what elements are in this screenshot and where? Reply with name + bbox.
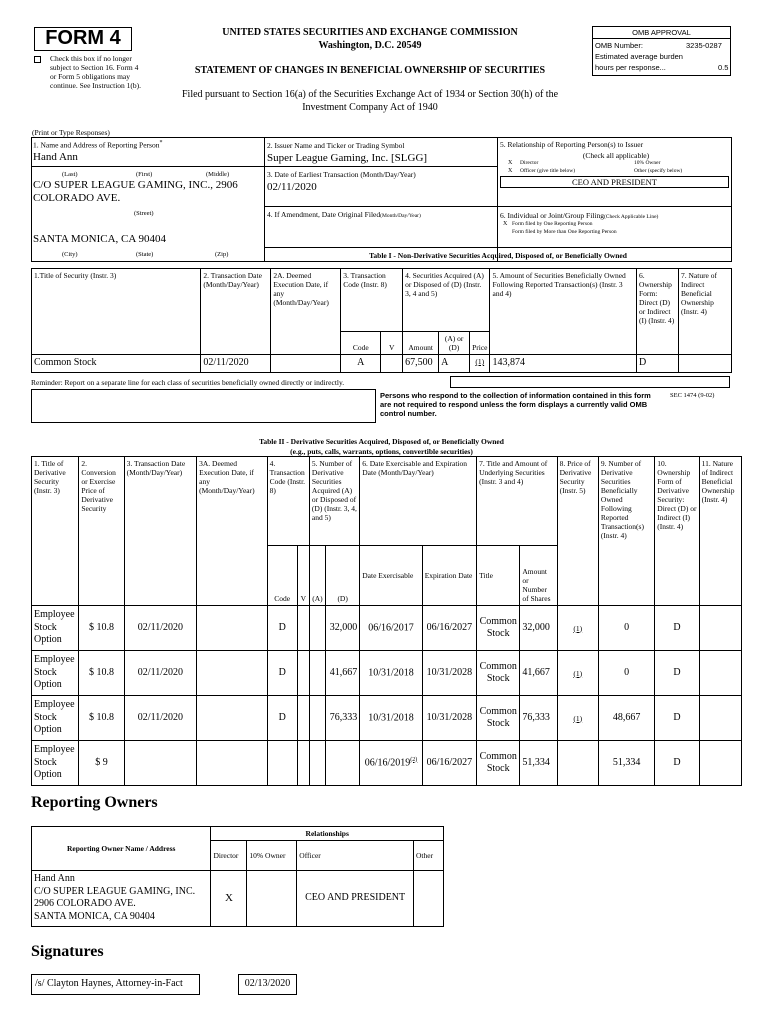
name-underline: [31, 166, 264, 167]
t2-row-exercisable: [360, 651, 422, 696]
t2-row-price-footnote[interactable]: (1): [557, 696, 598, 741]
t2-col-code: 4. Transaction Code (Instr. 8): [267, 457, 309, 546]
t2-row-d: 32,000: [326, 606, 360, 651]
t1-sub-aord: (A) or (D): [439, 332, 470, 355]
t1-col-date: 2. Transaction Date (Month/Day/Year): [201, 269, 271, 355]
ro-col-ten-pct: 10% Owner: [247, 841, 297, 871]
issuer-name: Super League Gaming, Inc. [SLGG]: [267, 152, 428, 164]
omb-burden-label: Estimated average burden: [595, 52, 683, 61]
ro-col-director: Director: [211, 841, 247, 871]
t2-row-price-footnote[interactable]: [557, 741, 598, 786]
box6-bottom: [264, 247, 732, 248]
zip-label: (Zip): [215, 251, 229, 258]
t2-col-form: 10. Ownership Form of Derivative Security: Direct (D) or Indirect (I) (Instr. 4): [655, 457, 699, 606]
t2-row-expiration: 06/16/2027: [422, 741, 476, 786]
director-option: Director: [520, 160, 539, 166]
t2-row-v: [297, 606, 309, 651]
t1-row-price-footnote[interactable]: (1): [470, 355, 490, 373]
commission-name: UNITED STATES SECURITIES AND EXCHANGE COMMISSION: [222, 27, 518, 38]
box-divider-1: [264, 137, 265, 262]
ro-officer-value: CEO AND PRESIDENT: [297, 871, 414, 927]
relationship-sub: (Check all applicable): [582, 151, 650, 160]
omb-number-label: OMB Number:: [595, 41, 643, 50]
omb-divider: [592, 38, 731, 39]
t2-row-owned: 51,334: [598, 741, 654, 786]
t2-row-v: [297, 651, 309, 696]
t2-col-nature: 11. Nature of Indirect Beneficial Ownership (Instr. 4): [699, 457, 741, 606]
table-row: [32, 741, 742, 786]
t2-row-form: D: [655, 696, 699, 741]
address-line1: C/O SUPER LEAGUE GAMING, INC., 2906: [33, 179, 238, 191]
t2-sub-a: (A): [309, 546, 325, 606]
t2-row-exercisable-footnote[interactable]: (2): [410, 756, 418, 763]
persons-blank-box: [31, 389, 376, 423]
sec-number: SEC 1474 (9-02): [670, 392, 715, 399]
reporting-owners-table: [31, 826, 444, 927]
table2-title: Table II - Derivative Securities Acquired, Disposed of, or Beneficially Owned: [259, 437, 504, 446]
signatures-table: [31, 974, 297, 995]
table1-title: Table I - Non-Derivative Securities Acquired, Disposed of, or Beneficially Owned: [369, 251, 627, 260]
street-label: (Street): [134, 210, 154, 217]
t2-sub-code: Code: [267, 546, 297, 606]
t2-sub-v: V: [297, 546, 309, 606]
t2-row-a: [309, 741, 325, 786]
amendment-label-small: (Month/Day/Year): [380, 213, 421, 219]
print-type-note: (Print or Type Responses): [32, 128, 110, 137]
box5-bottom: [497, 206, 732, 207]
t2-row-date: [124, 741, 197, 786]
state-label: (State): [136, 251, 154, 258]
t2-sub-d: (D): [326, 546, 360, 606]
t2-col-owned: 9. Number of Derivative Securities Beneficially Owned Following Reported Transaction(s) (Instr. 4): [598, 457, 654, 606]
ro-director-mark: X: [211, 871, 247, 927]
t2-row-price: $ 10.8: [79, 606, 124, 651]
t2-sub-date-ex: Date Exercisable: [360, 546, 422, 606]
other-option: Other (specify below): [634, 168, 683, 174]
t2-row-price-footnote[interactable]: (1): [557, 606, 598, 651]
t2-row-exercisable-date: 06/16/2017: [368, 621, 414, 633]
t2-col-title: 1. Title of Derivative Security (Instr. 3): [32, 457, 79, 606]
t2-row-title: Employee Stock Option: [32, 651, 79, 696]
omb-hours-label: hours per response...: [595, 63, 666, 72]
table-row: [32, 355, 732, 373]
t2-row-deemed: [197, 651, 267, 696]
t1-row-title: Common Stock: [32, 355, 201, 373]
t1-col-acquired: 4. Securities Acquired (A) or Disposed of (D) (Instr. 3, 4 and 5): [403, 269, 490, 332]
t1-row-aord: A: [439, 355, 470, 373]
t2-col-deemed: 3A. Deemed Execution Date, if any (Month/Day/Year): [197, 457, 267, 606]
signature-date: 02/13/2020: [239, 975, 297, 995]
ro-col-other: Other: [414, 841, 444, 871]
earliest-date-value: 02/11/2020: [267, 181, 317, 193]
table-row: [32, 871, 444, 927]
box1-label: 1. Name and Address of Reporting Person*: [33, 140, 163, 150]
box2-bottom: [264, 166, 497, 167]
signature-name: /s/ Clayton Haynes, Attorney-in-Fact: [32, 975, 200, 995]
box3-bottom: [264, 206, 497, 207]
middle-label: (Middle): [206, 171, 230, 178]
t1-sub-price: Price: [470, 332, 490, 355]
t1-col-nature: 7. Nature of Indirect Beneficial Ownership (Instr. 4): [678, 269, 731, 355]
form-title: FORM 4: [45, 27, 121, 49]
t1-row-date: 02/11/2020: [201, 355, 271, 373]
table2-derivative: [31, 456, 742, 786]
t2-row-date: 02/11/2020: [124, 696, 197, 741]
table-row: [32, 651, 742, 696]
t2-row-a: [309, 606, 325, 651]
t2-row-price: $ 10.8: [79, 696, 124, 741]
t2-row-price: $ 9: [79, 741, 124, 786]
t1-col-amount-owned: 5. Amount of Securities Beneficially Owned Following Reported Transaction(s) (Instr. 3 and 4): [490, 269, 637, 355]
t1-row-form: D: [637, 355, 679, 373]
t2-row-exercisable-date: 06/16/2019: [364, 756, 411, 768]
ro-owner-line: C/O SUPER LEAGUE GAMING, INC.: [34, 885, 196, 897]
t2-row-underlying-title: Common Stock: [477, 651, 520, 696]
t2-row-a: [309, 651, 325, 696]
t2-col-conversion: 2. Conversion or Exercise Price of Derivative Security: [79, 457, 124, 606]
persons-notice: Persons who respond to the collection of information contained in this form are not required to respond unless the form displays a currently valid OMB control number.: [380, 391, 651, 418]
t2-row-underlying-amount: 41,667: [520, 651, 557, 696]
t2-row-d: 76,333: [326, 696, 360, 741]
t2-row-deemed: [197, 696, 267, 741]
t2-col-exercisable: 6. Date Exercisable and Expiration Date (Month/Day/Year): [360, 457, 477, 546]
table-row: [32, 606, 742, 651]
reminder-text: Reminder: Report on a separate line for each class of securities beneficially owned directly or indirectly.: [31, 378, 345, 387]
table1-nonderivative: [31, 268, 732, 373]
t2-row-nature: [699, 606, 741, 651]
t2-col-number: 5. Number of Derivative Securities Acquired (A) or Disposed of (D) (Instr. 3, 4, and 5): [309, 457, 359, 546]
t2-row-price-footnote[interactable]: (1): [557, 651, 598, 696]
t1-row-nature: [678, 355, 731, 373]
officer-mark: X: [508, 168, 513, 174]
ro-col-name: Reporting Owner Name / Address: [32, 827, 211, 871]
t2-row-nature: [699, 651, 741, 696]
t2-sub-title: Title: [477, 546, 520, 606]
t2-row-title: Employee Stock Option: [32, 741, 79, 786]
t2-row-expiration: 10/31/2028: [422, 651, 476, 696]
officer-option: Officer (give title below): [520, 168, 576, 174]
t2-row-owned: 0: [598, 651, 654, 696]
t1-row-owned: 143,874: [490, 355, 637, 373]
ro-owner-address: [32, 871, 211, 927]
address-line2: COLORADO AVE.: [33, 192, 121, 204]
t2-row-code: [267, 741, 297, 786]
signature-spacer: [200, 975, 239, 995]
t2-sub-amount: Amount or Number of Shares: [520, 546, 557, 606]
t2-row-form: D: [655, 741, 699, 786]
last-label: (Last): [62, 171, 78, 178]
t2-row-underlying-amount: 32,000: [520, 606, 557, 651]
t2-row-d: [326, 741, 360, 786]
check-box-text: Check this box if no longer subject to Section 16. Form 4 or Form 5 obligations may continue. See Instruction 1(b).: [50, 54, 142, 90]
reporting-owners-heading: Reporting Owners: [31, 794, 158, 811]
t2-row-underlying-title: Common Stock: [477, 606, 520, 651]
ro-relationships: Relationships: [211, 827, 444, 841]
t2-row-exercisable: [360, 606, 422, 651]
earliest-date-label: 3. Date of Earliest Transaction (Month/Day/Year): [267, 170, 416, 179]
omb-title: OMB APPROVAL: [632, 28, 691, 37]
t1-col-title: 1.Title of Security (Instr. 3): [32, 269, 201, 355]
t2-row-v: [297, 741, 309, 786]
table2-subtitle: (e.g., puts, calls, warrants, options, convertible securities): [290, 447, 473, 456]
t2-row-expiration: 06/16/2027: [422, 606, 476, 651]
t1-row-amount: 67,500: [403, 355, 439, 373]
omb-hours: 0.5: [718, 63, 729, 72]
filing-option1-mark: X: [503, 221, 508, 227]
relationship-label: 5. Relationship of Reporting Person(s) to Issuer: [500, 140, 644, 149]
t2-row-deemed: [197, 741, 267, 786]
t2-row-code: D: [267, 696, 297, 741]
director-mark: X: [508, 160, 513, 166]
t2-row-owned: 48,667: [598, 696, 654, 741]
filing-option1: Form filed by One Reporting Person: [512, 221, 593, 227]
t2-row-expiration: 10/31/2028: [422, 696, 476, 741]
t2-row-d: 41,667: [326, 651, 360, 696]
t2-row-price: $ 10.8: [79, 651, 124, 696]
t2-row-code: D: [267, 651, 297, 696]
ro-other-cell: [414, 871, 444, 927]
t1-sub-v: V: [381, 332, 403, 355]
t2-sub-exp: Expiration Date: [422, 546, 476, 606]
signatures-heading: Signatures: [31, 943, 104, 960]
t1-sub-amount: Amount: [403, 332, 439, 355]
t1-col-deemed: 2A. Deemed Execution Date, if any (Month/Day/Year): [271, 269, 341, 355]
t2-row-exercisable-date: 10/31/2018: [368, 666, 414, 678]
t2-row-exercisable: [360, 741, 422, 786]
t2-row-deemed: [197, 606, 267, 651]
t2-row-exercisable-date: 10/31/2018: [368, 711, 414, 723]
table-row: [32, 696, 742, 741]
filed-pursuant-line2: Investment Company Act of 1940: [302, 102, 438, 113]
t2-row-title: Employee Stock Option: [32, 606, 79, 651]
ro-owner-line: SANTA MONICA, CA 90404: [34, 910, 155, 922]
omb-number: 3235-0287: [686, 41, 722, 50]
box-divider-2: [497, 137, 498, 262]
t2-row-date: 02/11/2020: [124, 606, 197, 651]
t2-row-underlying-title: Common Stock: [477, 696, 520, 741]
filing-label: 6. Individual or Joint/Group Filing(Check Applicable Line): [500, 211, 659, 220]
city-state-zip: SANTA MONICA, CA 90404: [33, 233, 166, 245]
t2-row-form: D: [655, 651, 699, 696]
t2-row-owned: 0: [598, 606, 654, 651]
t2-row-form: D: [655, 606, 699, 651]
t1-row-deemed: [271, 355, 341, 373]
t2-row-underlying-title: Common Stock: [477, 741, 520, 786]
reminder-blank-box: [450, 376, 730, 388]
box1-label-mark: *: [159, 140, 163, 146]
t2-col-date: 3. Transaction Date (Month/Day/Year): [124, 457, 197, 606]
city-label: (City): [62, 251, 78, 258]
t2-row-a: [309, 696, 325, 741]
t2-row-underlying-amount: 76,333: [520, 696, 557, 741]
no-longer-subject-checkbox[interactable]: [34, 56, 41, 63]
ro-col-officer: Officer: [297, 841, 414, 871]
issuer-label: 2. Issuer Name and Ticker or Trading Symbol: [267, 141, 405, 150]
t2-row-underlying-amount: 51,334: [520, 741, 557, 786]
t2-row-nature: [699, 741, 741, 786]
t1-col-ownership-form: 6. Ownership Form: Direct (D) or Indirect (I) (Instr. 4): [637, 269, 679, 355]
filing-label-small: (Check Applicable Line): [603, 214, 659, 220]
t1-col-code: 3. Transaction Code (Instr. 8): [341, 269, 403, 332]
filed-pursuant-line1: Filed pursuant to Section 16(a) of the Securities Exchange Act of 1934 or Section 30(h) of the: [181, 89, 559, 100]
t2-row-date: 02/11/2020: [124, 651, 197, 696]
ro-owner-line: Hand Ann: [34, 873, 75, 884]
first-label: (First): [136, 171, 153, 178]
t2-row-nature: [699, 696, 741, 741]
t1-row-code: A: [341, 355, 381, 373]
t2-row-code: D: [267, 606, 297, 651]
statement-title: STATEMENT OF CHANGES IN BENEFICIAL OWNERSHIP OF SECURITIES: [194, 65, 546, 76]
officer-title: CEO AND PRESIDENT: [571, 177, 657, 187]
t2-row-exercisable: [360, 696, 422, 741]
t1-sub-code: Code: [341, 332, 381, 355]
reporting-person-name: Hand Ann: [33, 151, 78, 163]
t1-row-v: [381, 355, 403, 373]
t2-col-price: 8. Price of Derivative Security (Instr. 5): [557, 457, 598, 606]
commission-city: Washington, D.C. 20549: [318, 40, 422, 51]
t2-row-v: [297, 696, 309, 741]
ten-pct-option: 10% Owner: [634, 160, 661, 166]
ro-ten-pct-cell: [247, 871, 297, 927]
t2-rows: [32, 606, 742, 786]
ro-owner-line: 2906 COLORADO AVE.: [34, 898, 136, 909]
t2-col-underlying: 7. Title and Amount of Underlying Securities (Instr. 3 and 4): [477, 457, 558, 546]
t2-row-title: Employee Stock Option: [32, 696, 79, 741]
filing-option2: Form filed by More than One Reporting Person: [512, 229, 617, 235]
amendment-label: 4. If Amendment, Date Original Filed(Month/Day/Year): [267, 210, 421, 219]
